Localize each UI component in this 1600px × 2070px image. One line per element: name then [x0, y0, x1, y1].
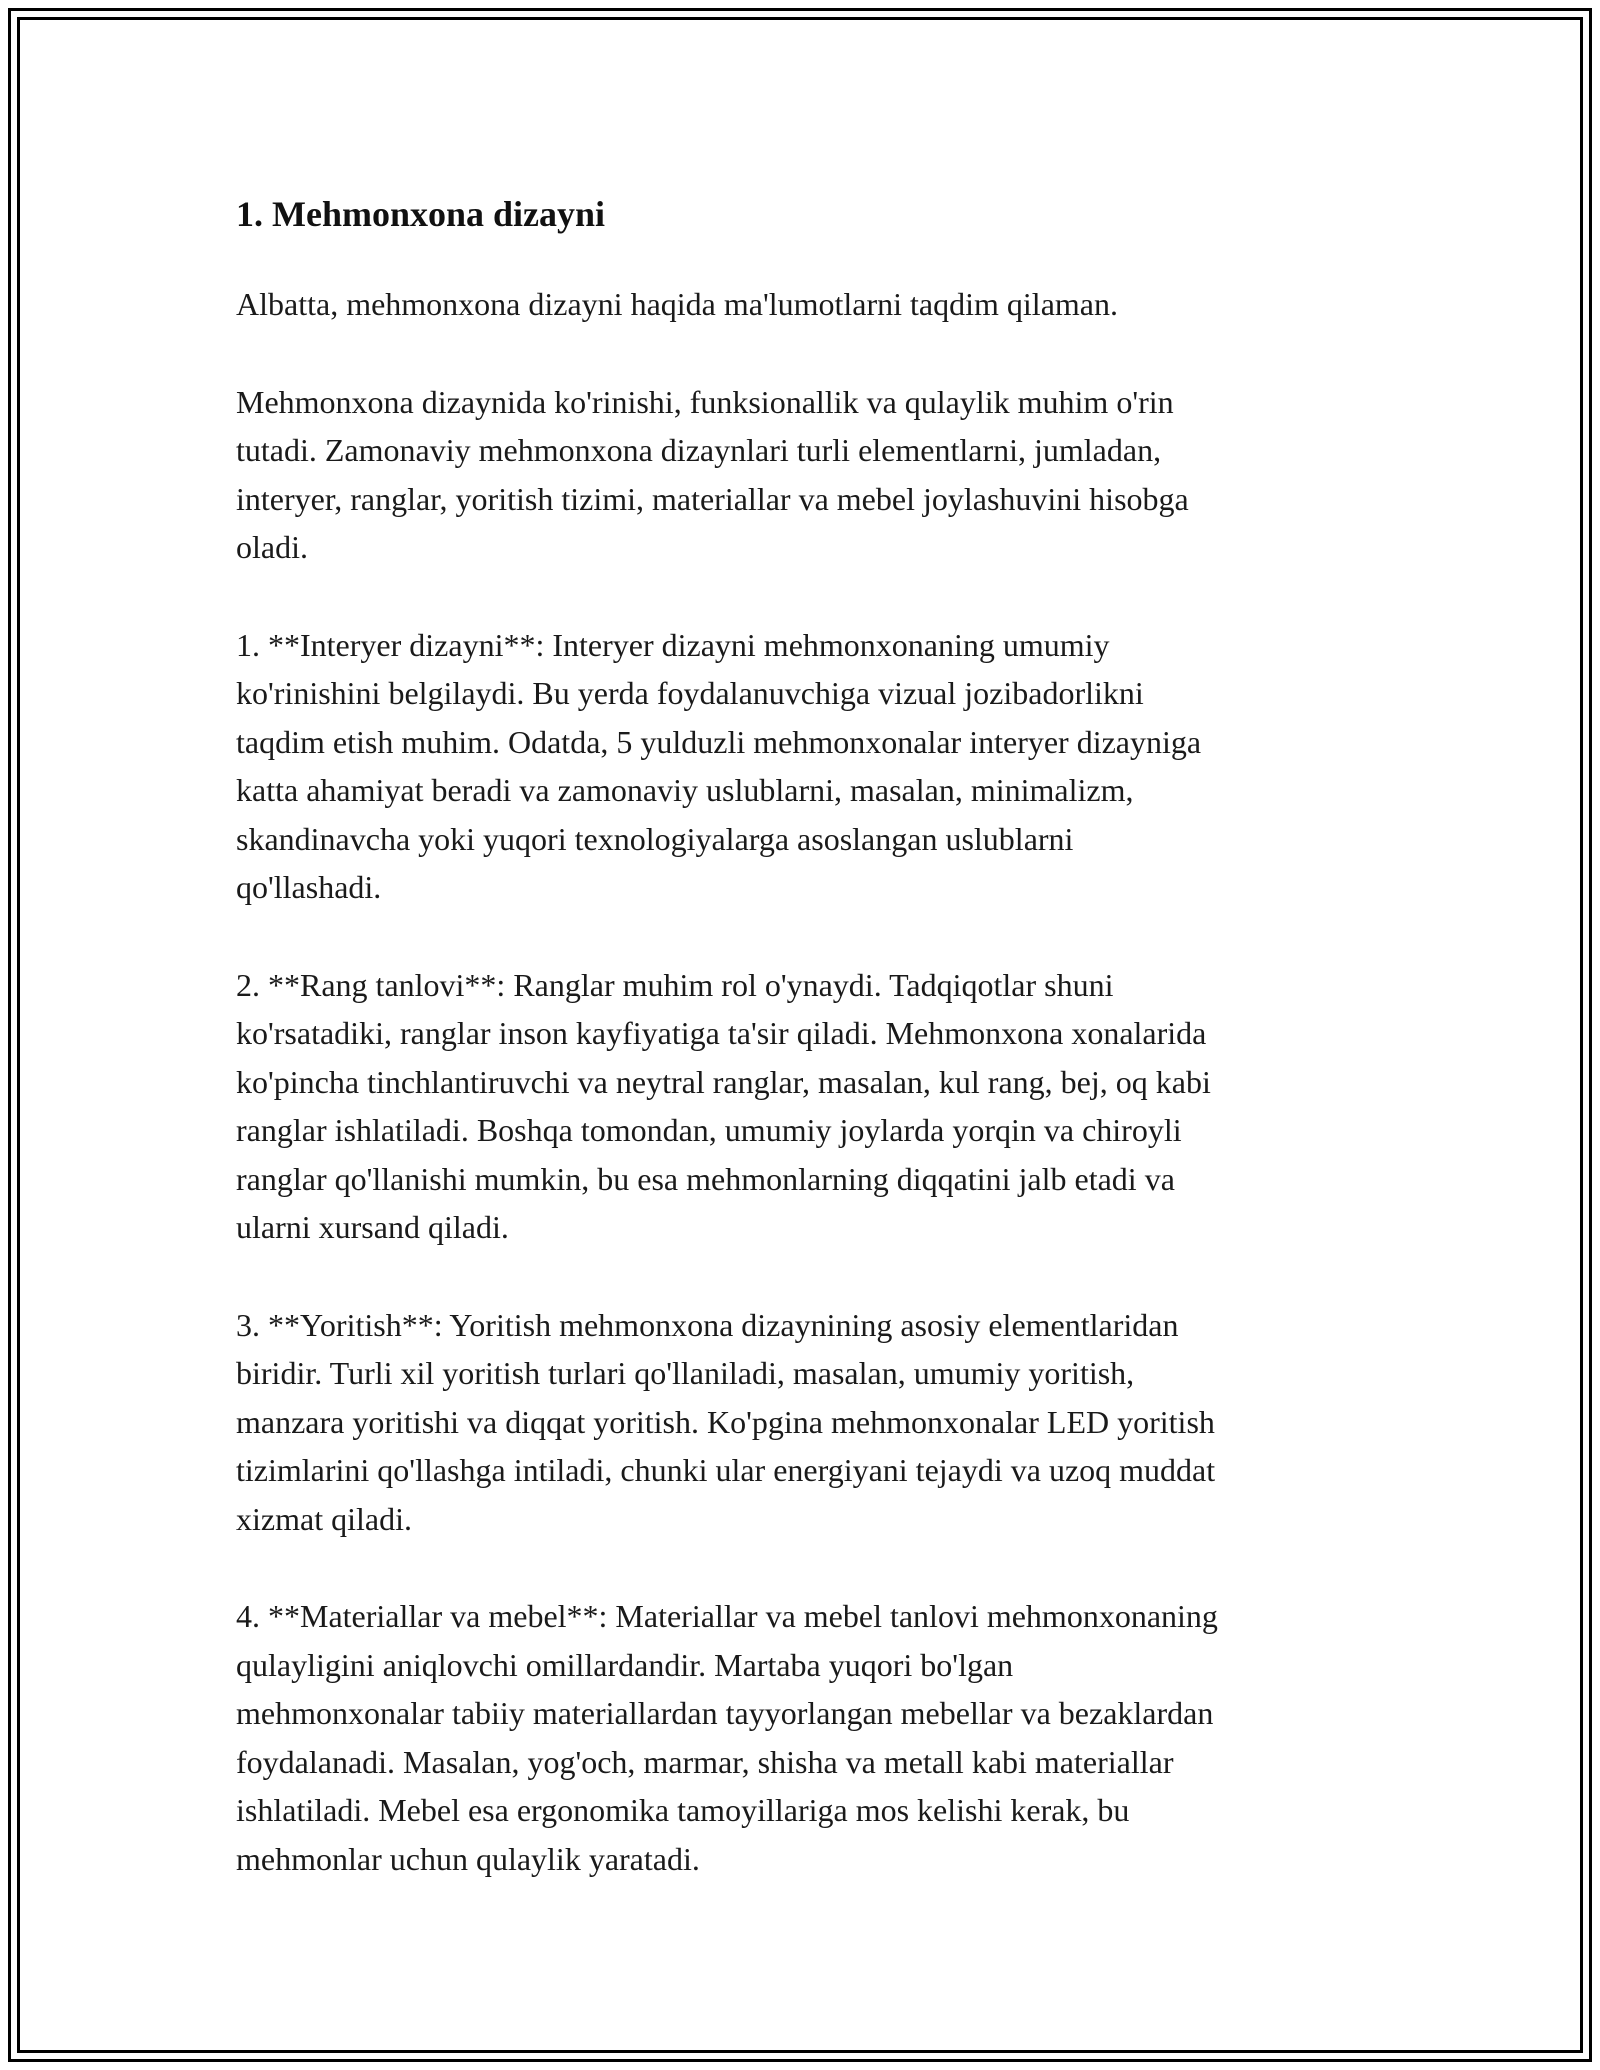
lighting-paragraph: 3. **Yoritish**: Yoritish mehmonxona dizaynining asosiy elementlaridan biridir. Turli xil yoritish turlari qo'llaniladi, masalan, umumiy yoritish, manzara yoritishi va diqqat yoritish. Ko'pgina mehmonxonalar LED yoritish tizimlarini qo'llashga intiladi, chunki ular energiyani tejaydi va uzoq muddat xizmat qiladi.	[236, 1306, 1216, 1537]
document-title: 1. Mehmonxona dizayni	[236, 194, 606, 234]
document-body	[236, 188, 1376, 1932]
materials-furniture-paragraph: 4. **Materiallar va mebel**: Materiallar va mebel tanlovi mehmonxonaning qulayligini aniqlovchi omillardandir. Martaba yuqori bo'lgan mehmonxonalar tabiiy materiallardan tayyorlangan mebellar va bezaklardan foydalanadi. Masalan, yog'och, marmar, shisha va metall kabi materiallar ishlatiladi. Mebel esa ergonomika tamoyillariga mos kelishi kerak, bu mehmonlar uchun qulaylik yaratadi.	[236, 1598, 1218, 1877]
intro-paragraph: Albatta, mehmonxona dizayni haqida ma'lumotlarni taqdim qilaman.	[236, 286, 1118, 322]
interior-design-paragraph: 1. **Interyer dizayni**: Interyer dizayni mehmonxonaning umumiy ko'rinishini belgilaydi. Bu yerda foydalanuvchiga vizual jozibadorlikni taqdim etish muhim. Odatda, 5 yulduzli mehmonxonalar interyer dizayniga katta ahamiyat beradi va zamonaviy uslublarni, masalan, minimalizm, skandinavcha yoki yuqori texnologiyalarga asoslangan uslublarni qo'llashadi.	[236, 626, 1202, 905]
color-choice-paragraph: 2. **Rang tanlovi**: Ranglar muhim rol o'ynaydi. Tadqiqotlar shuni ko'rsatadiki, ranglar inson kayfiyatiga ta'sir qiladi. Mehmonxona xonalarida ko'pincha tinchlantiruvchi va neytral ranglar, masalan, kul rang, bej, oq kabi ranglar ishlatiladi. Boshqa tomondan, umumiy joylarda yorqin va chiroyli ranglar qo'llanishi mumkin, bu esa mehmonlarning diqqatini jalb etadi va ularni xursand qiladi.	[236, 966, 1211, 1245]
overview-paragraph: Mehmonxona dizaynida ko'rinishi, funksionallik va qulaylik muhim o'rin tutadi. Zamonaviy mehmonxona dizaynlari turli elementlarni, jumladan, interyer, ranglar, yoritish tizimi, materiallar va mebel joylashuvini hisobga oladi.	[236, 383, 1189, 565]
